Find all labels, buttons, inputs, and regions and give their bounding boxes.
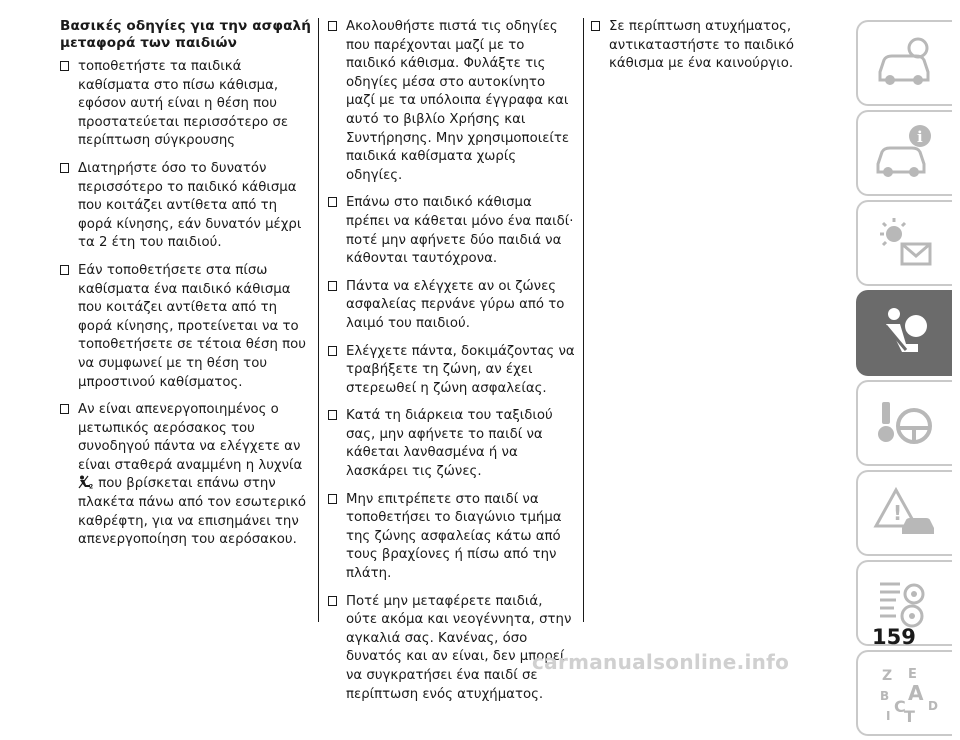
list-item [328, 18, 576, 185]
list-item [60, 58, 312, 151]
svg-text:2: 2 [89, 483, 94, 490]
warning-triangle-car-icon [872, 480, 938, 546]
list-item-text: Επάνω στο παιδικό κάθισμα πρέπει να κάθεται μόνο ένα παιδί· ποτέ μην αφήνετε δύο παιδιά να κάθονται ταυτόχρονα. [346, 195, 574, 267]
list-item-text: Ακολουθήστε πιστά τις οδηγίες που παρέχονται μαζί με το παιδικό κάθισμα. Φυλάξτε τις οδηγίες μέσα στο αυτοκίνητο μαζί με τα υπόλοιπα έγγραφα και αυτό το βιβλίο Χρήσης και Συντήρησης. Μην χρησιμοποιείτε παιδικά καθίσματα χωρίς οδηγίες. [346, 19, 570, 183]
checkbox-bullet-icon [328, 410, 337, 420]
chapter-tab-starting[interactable] [856, 380, 952, 466]
chapter-tab-info[interactable] [856, 110, 952, 196]
list-item-text: Εάν τοποθετήσετε στα πίσω καθίσματα ένα παιδικό κάθισμα που κοιτάζει αντίθετα από τη φορά κίνησης, προτείνεται να το τοποθετήσετε σε τέτοια θέση που να συμφωνεί με τη θέση του μπροστινού καθίσματος. [78, 262, 306, 390]
index-letter: Z [882, 668, 893, 684]
index-letter: E [908, 667, 917, 682]
checkbox-bullet-icon [60, 61, 69, 71]
list-item [328, 491, 576, 584]
index-letter: I [886, 709, 891, 723]
passenger-airbag-off-icon [78, 475, 94, 489]
list-item-airbag [60, 401, 312, 550]
column-divider-right [583, 18, 584, 622]
column-3 [591, 18, 841, 83]
checkbox-bullet-icon [328, 197, 337, 207]
index-letter: D [928, 699, 938, 713]
svg-text:i: i [917, 128, 923, 146]
page-number: 159 [872, 625, 916, 649]
watermark: carmanualsonline.info [532, 650, 790, 674]
checkbox-bullet-icon [328, 494, 337, 504]
index-letter: C [894, 697, 906, 716]
index-letter: B [880, 689, 890, 703]
list-item-text: Πάντα να ελέγχετε αν οι ζώνες ασφαλείας περνάνε γύρω από το λαιμό του παιδιού. [346, 278, 565, 331]
checkbox-bullet-icon [60, 265, 69, 275]
column-divider-left [318, 18, 319, 622]
car-info-icon [872, 120, 938, 186]
chapter-tab-emergency[interactable] [856, 470, 952, 556]
chapter-tab-car[interactable] [856, 20, 952, 106]
list-item [591, 18, 841, 74]
list-item-text: Σε περίπτωση ατυχήματος, αντικαταστήστε το παιδικό κάθισμα με ένα καινούργιο. [609, 19, 795, 72]
svg-text:!: ! [893, 501, 903, 525]
index-letter: A [908, 681, 924, 705]
checkbox-bullet-icon [328, 21, 337, 31]
list-item [60, 262, 312, 392]
chapter-tab-index[interactable] [856, 650, 952, 736]
checkbox-bullet-icon [328, 281, 337, 291]
chapter-tab-warnings[interactable] [856, 200, 952, 286]
list-item [328, 194, 576, 268]
warning-lights-message-icon [872, 210, 938, 276]
list-item-text: Μην επιτρέπετε στο παιδί να τοποθετήσει το διαγώνιο τμήμα της ζώνης ασφαλείας κάτω από τους βραχίονες ή πίσω από την πλάτη. [346, 491, 562, 582]
list-item-text: Διατηρήστε όσο το δυνατόν περισσότερο το παιδικό κάθισμα που κοιτάζει αντίθετα από τη φορά κίνησης, εάν δυνατόν μέχρι τα 2 έτη του παιδιού. [78, 160, 302, 251]
checkbox-bullet-icon [60, 404, 69, 414]
index-letter: T [904, 707, 915, 726]
list-item-text: τοποθετήστε τα παιδικά καθίσματα στο πίσω κάθισμα, εφόσον αυτή είναι η θέση που προστατεύεται περισσότερο σε περίπτωση σύγκρουσης [78, 59, 289, 149]
list-item-text: που βρίσκεται επάνω στην πλακέτα πάνω από τον εσωτερικό καθρέφτη, για να επισημάνει την απενεργοποίηση του αερόσακου. [78, 476, 307, 548]
section-title: Βασικές οδηγίες για την ασφαλή μεταφορά των παιδιών [60, 18, 312, 51]
list-item [328, 407, 576, 481]
chapter-tab-safety[interactable] [856, 290, 952, 376]
column-2 [328, 18, 576, 713]
column-1 [60, 18, 312, 559]
list-item-text: Ποτέ μην μεταφέρετε παιδιά, ούτε ακόμα και νεογέννητα, στην αγκαλιά σας. Κανένας, όσο δυνατός και αν είναι, δεν μπορεί να συγκρατήσει ένα παιδί σε περίπτωση ενός ατυχήματος. [346, 593, 572, 702]
list-item [328, 343, 576, 399]
list-item-text: Κατά τη διάρκεια του ταξιδιού σας, μην αφήνετε το παιδί να κάθεται λανθασμένα ή να λασκάρει τις ζώνες. [346, 408, 553, 480]
checkbox-bullet-icon [591, 21, 600, 31]
list-item-text: Αν είναι απενεργοποιημένος ο μετωπικός αερόσακος του συνοδηγού πάντα να ελέγχετε αν είναι σταθερά αναμμένη η λυχνία [78, 402, 303, 473]
key-steering-wheel-icon [872, 390, 938, 456]
alphabetical-index-icon [872, 660, 938, 726]
car-steering-icon [872, 30, 938, 96]
list-item [328, 278, 576, 334]
checkbox-bullet-icon [328, 596, 337, 606]
list-item-text: Ελέγχετε πάντα, δοκιμάζοντας να τραβήξετε τη ζώνη, αν έχει στερεωθεί η ζώνη ασφαλείας. [346, 343, 575, 396]
checkbox-bullet-icon [328, 346, 337, 356]
list-item [328, 593, 576, 705]
seatbelt-airbag-icon [872, 300, 938, 366]
checkbox-bullet-icon [60, 163, 69, 173]
list-item [60, 160, 312, 253]
